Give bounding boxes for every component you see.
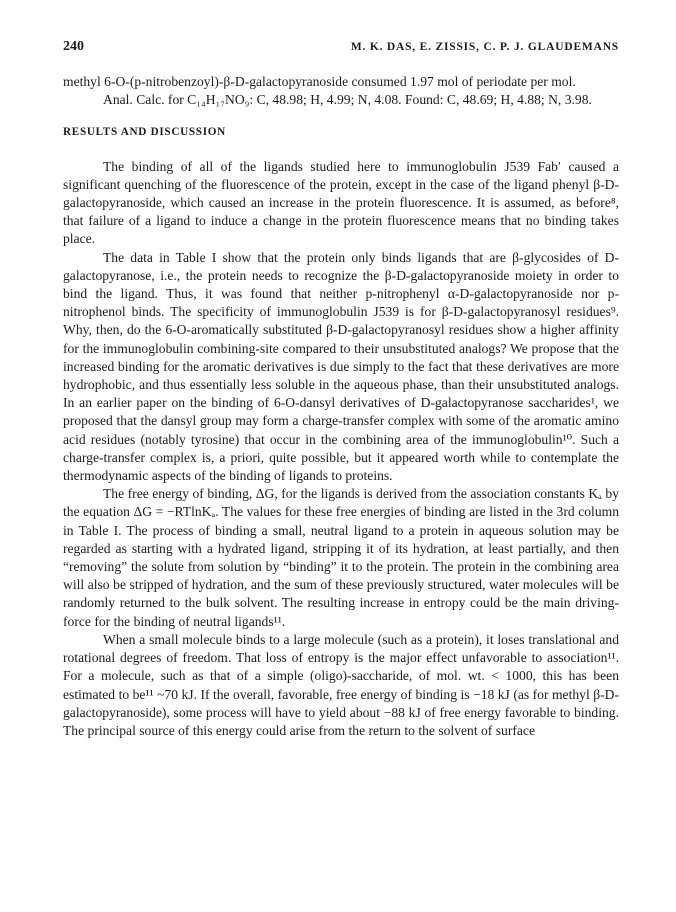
paragraph-free-energy: The free energy of binding, ΔG, for the ligands is derived from the association constants Kₐ by the equation ΔG = −RTlnKₐ. The values for these free energies of binding are listed in the 3rd column in Table I. The process of binding a small, neutral ligand to a protein in aqueous solution may be regarded as starting with a hydrated ligand, stripping it of its hydration, at least partially, and then “removing” the solute from solution by “binding” it to the protein. The protein in the combining area will also be stripped of hydration, and the sum of these previously structured, water molecules will be randomly returned to the bulk solvent. The resulting increase in entropy could be the main driving-force for the binding of neutral ligands¹¹. [63, 486, 619, 629]
elemental-analysis: Anal. Calc. for C₁₄H₁₇NO₉: C, 48.98; H, 4.99; N, 4.08. Found: C, 48.69; H, 4.88; N, 3.98. [103, 92, 592, 108]
section-gap [63, 109, 619, 123]
continued-paragraph: methyl 6-O-(p-nitrobenzoyl)-β-D-galactopyranoside consumed 1.97 mol of periodate per mol. [63, 74, 576, 89]
section-heading: RESULTS AND DISCUSSION [63, 126, 226, 139]
paragraph-entropy-loss: When a small molecule binds to a large molecule (such as a protein), it loses translational and rotational degrees of freedom. That loss of entropy is the major effect unfavorable to association¹¹. For a molecule, such as that of a simple (oligo)-saccharide, of mol. wt. < 1000, this has been estimated to be¹¹ ~70 kJ. If the overall, favorable, free energy of binding is −18 kJ (as for methyl β-D-galactopyranoside), some process will have to yield about −88 kJ of free energy favorable to binding. The principal source of this energy could arise from the return to the solvent of surface [63, 631, 619, 738]
article-body [63, 73, 619, 740]
page-number: 240 [63, 39, 84, 54]
page-header [63, 38, 619, 56]
running-head: M. K. DAS, E. ZISSIS, C. P. J. GLAUDEMANS [350, 41, 619, 53]
paragraph-table-data: The data in Table I show that the protein only binds ligands that are β-glycosides of D-galactopyranose, i.e., the protein needs to recognize the β-D-galactopyranoside moiety in order to bind the ligand. Thus, it was found that neither p-nitrophenyl α-D-galactopyranoside nor p-nitrophenol binds. The specificity of immunoglobulin J539 is for β-D-galactopyranosyl residues⁹. Why, then, do the 6-O-aromatically substituted β-D-galactopyranosyl residues show a higher affinity for the immunoglobulin combining-site compared to their unsubstituted analogs? We propose that the increased binding for the aromatic derivatives is due simply to the fact that these derivatives are more hydrophobic, and thus essentially less soluble in the aqueous phase, than their unsubstituted analogs. In an earlier paper on the binding of 6-O-dansyl derivatives of D-galactopyranose saccharides¹, we proposed that the dansyl group may form a charge-transfer complex with some of the aromatic amino acid residues (notably tyrosine) that occur in the combining area of the immunoglobulin¹⁰. Such a charge-transfer complex is, a priori, quite possible, but it appeared worth while to contemplate the thermodynamic aspects of the binding of ligands to proteins. [63, 249, 619, 484]
paragraph-binding-quenching: The binding of all of the ligands studied here to immunoglobulin J539 Fab′ caused a significant quenching of the fluorescence of the protein, except in the case of the ligand phenyl β-D-galactopyranoside, which caused an increase in the protein fluorescence. It is assumed, as before⁸, that failure of a ligand to induce a change in the protein fluorescence means that no binding takes place. [63, 158, 619, 247]
